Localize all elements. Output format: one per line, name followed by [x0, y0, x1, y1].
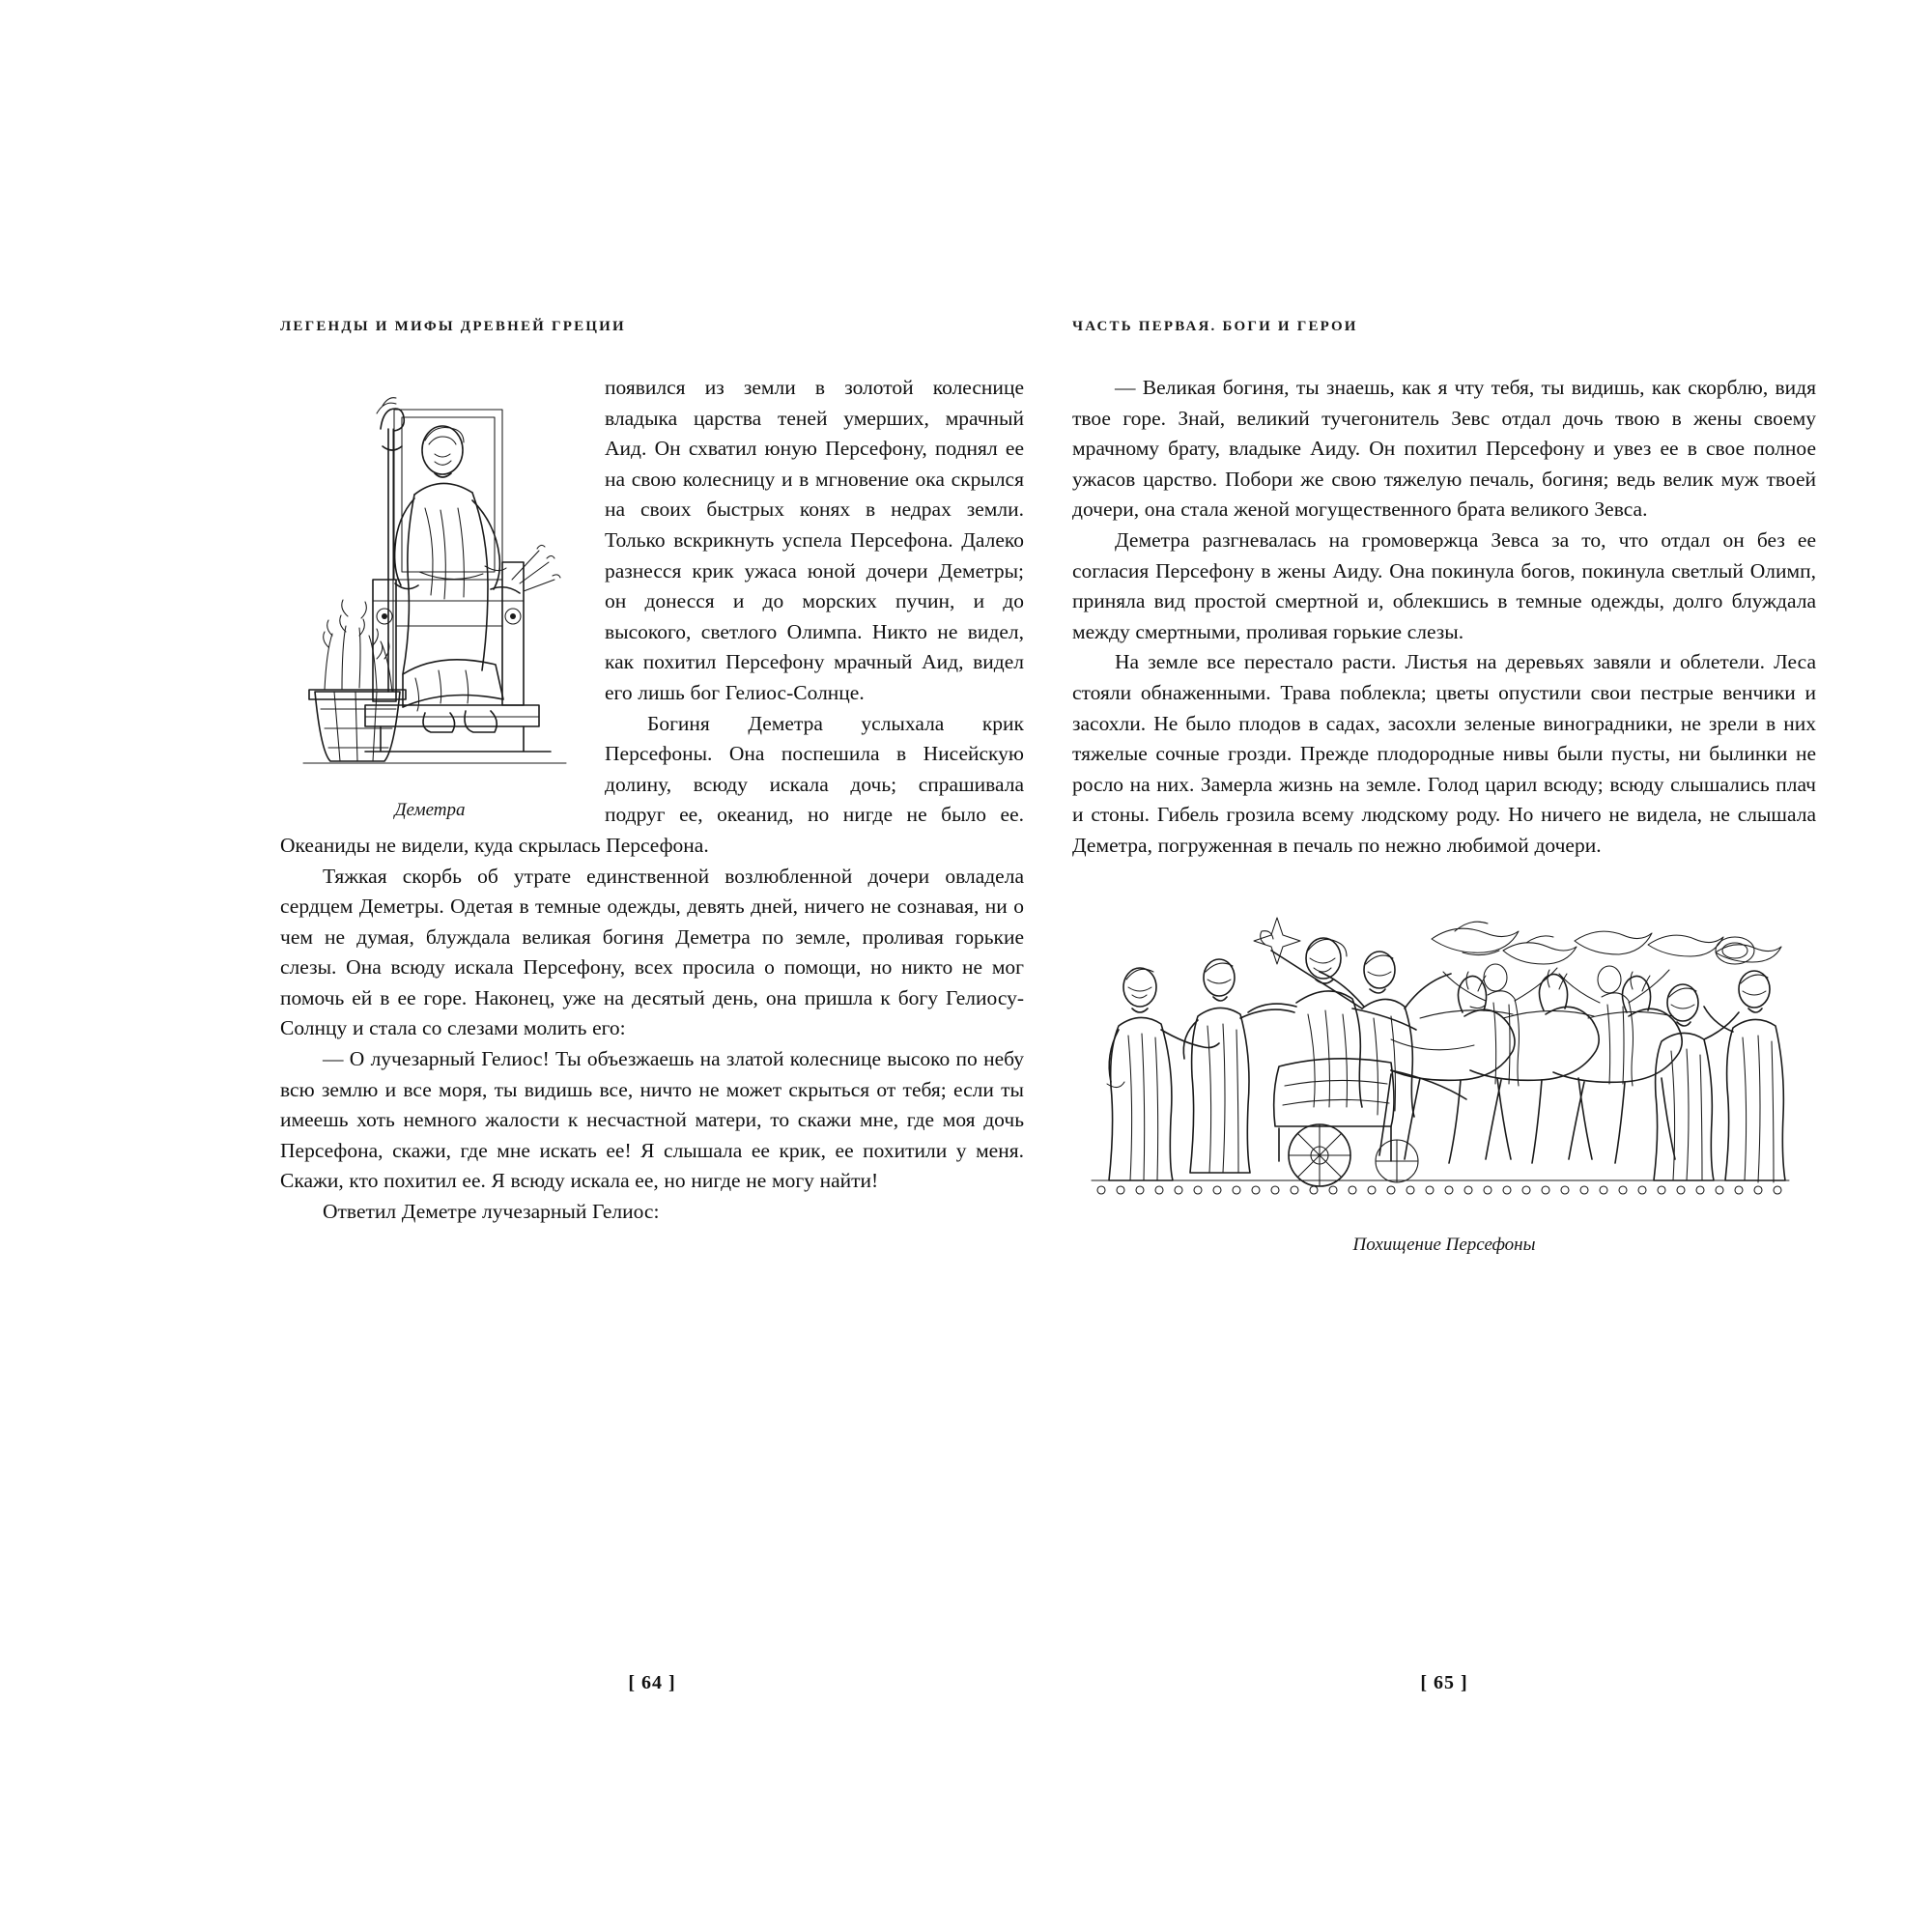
paragraph: появился из земли в золотой колеснице владыка царства теней умерших, мрачный Аид. Он схватил юную Персефону, поднял ее на свою колесницу и в мгновение ока скрылся на своих быстрых конях в недрах земли. Только вскрикнуть успела Персефона. Далеко разнесся крик ужаса юной дочери Деметры; он донесся и до морских пучин, и до высокого, светлого Олимпа. Никто не видел, как похитил Персефону мрачный Аид, видел его лишь бог Гелиос-Солнце.	[605, 376, 1024, 704]
paragraph: На земле все перестало расти. Листья на деревьях завяли и облетели. Леса стояли обнаженными. Трава поблекла; цветы опустили свои пестрые венчики и засохли. Не было плодов в садах, засохли зеленые виноградники, не зрели в них тяжелые сочные грозди. Прежде плодородные нивы были пусты, ни былинки не росло на них. Замерла жизнь на земле. Голод царил всюду; всюду слышались плач и стоны. Гибель грозила всему людскому роду. Но ничего не видела, не слышала Деметра, погруженная в печаль по нежно любимой дочери.	[1072, 650, 1816, 857]
right-text-column	[1072, 373, 1816, 1256]
running-head-right: ЧАСТЬ ПЕРВАЯ. БОГИ И ГЕРОИ	[1072, 319, 1358, 334]
abduction-of-persephone-engraving	[1072, 895, 1816, 1213]
folio-left: [ 64 ]	[628, 1672, 676, 1693]
abduction-caption: Похищение Персефоны	[1352, 1234, 1536, 1255]
abduction-illustration	[1072, 895, 1816, 1256]
paragraph: Ответил Деметре лучезарный Гелиос:	[323, 1200, 660, 1224]
paragraph: Деметра разгневалась на громовержца Зевса за то, что отдал он без ее согласия Персефону в жены Аиду. Она покинула богов, покинула светлый Олимп, приняла вид простой смертной и, облекшись в темные одежды, долго блуждала между смертными, проливая горькие слезы.	[1072, 527, 1816, 643]
paragraph: Богиня Деметра услыхала крик Персефоны. Она поспешила в Нисейскую долину, всюду искала дочь; спрашивала подруг ее, океанид, но нигде не было ее. Океаниды не видели, куда скрылась Персефона.	[280, 711, 1024, 857]
demeter-engraving	[280, 373, 580, 788]
left-page	[280, 319, 1024, 1693]
demeter-caption: Деметра	[394, 800, 466, 820]
paragraph: Тяжкая скорбь об утрате единственной возлюбленной дочери овладела сердцем Деметры. Одетая в темные одежды, девять дней, ничего не сознавая, ни о чем не думая, блуждала великая богиня Деметра по земле, проливая горькие слезы. Она всюду искала Персефону, всех просила о помощи, но никто не мог помочь ей в ее горе. Наконец, уже на десятый день, она пришла к богу Гелиосу-Солнцу и стала со слезами молить его:	[280, 864, 1024, 1040]
running-head-left: ЛЕГЕНДЫ И МИФЫ ДРЕВНЕЙ ГРЕЦИИ	[280, 319, 626, 334]
paragraph: — О лучезарный Гелиос! Ты объезжаешь на златой колеснице высоко по небу всю землю и все моря, ты видишь все, ничто не может скрыться от тебя; если ты имеешь хоть немного жалости к несчастной матери, то скажи мне, где моя дочь Персефона, скажи, где мне искать ее! Я слышала ее крик, ее похитили у меня. Скажи, кто похитил ее. Я всюду искала ее, но нигде не могу найти!	[280, 1047, 1024, 1193]
right-page	[1072, 319, 1816, 1693]
paragraph: — Великая богиня, ты знаешь, как я чту тебя, ты видишь, как скорблю, видя твое горе. Знай, великий тучегонитель Зевс отдал дочь твою в жены своему мрачному брату, владыке Аиду. Он похитил Персефону и увез ее в свое полное ужасов царство. Побори же свою тяжелую печаль, богиня; ведь велик муж твоей дочери, она стала женой могущественного брата великого Зевса.	[1072, 376, 1816, 522]
demeter-illustration	[280, 373, 580, 821]
left-text-column	[280, 373, 1024, 1228]
folio-right: [ 65 ]	[1420, 1672, 1468, 1693]
